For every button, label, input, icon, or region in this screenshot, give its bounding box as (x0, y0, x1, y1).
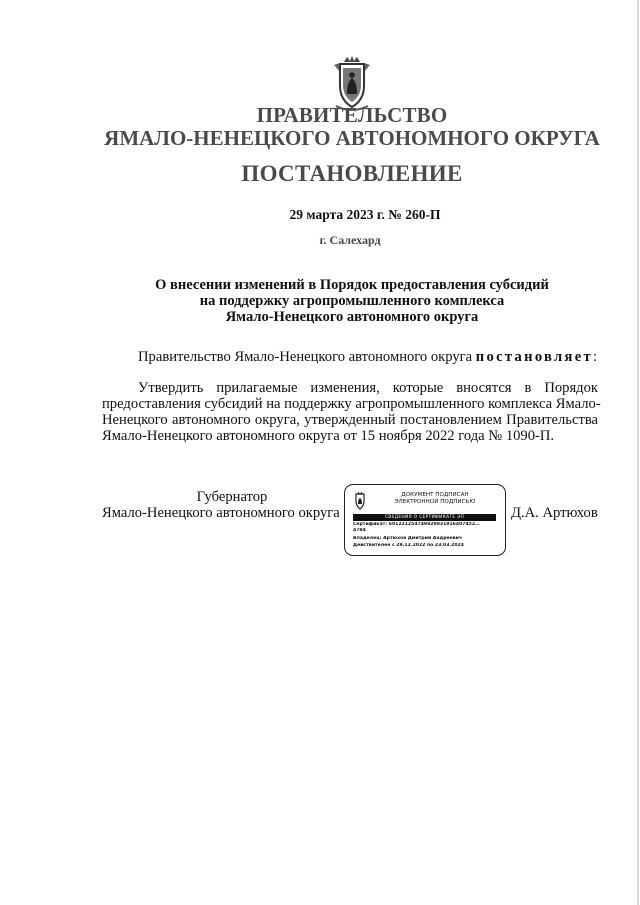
preamble-paragraph (102, 349, 598, 365)
subject-line: Ямало-Ненецкого автономного округа (225, 309, 479, 325)
stamp-title (369, 492, 501, 506)
resolution-line: Ямало-Ненецкого автономного округа от 15 ноября 2022 года № 1090-П. (102, 428, 555, 444)
government-title-line1: ПРАВИТЕЛЬСТВО (256, 103, 448, 127)
stamp-certificate-bar: СВЕДЕНИЯ О СЕРТИФИКАТЕ ЭП (353, 514, 496, 521)
preamble-text: Правительство Ямало-Ненецкого автономного округа (138, 349, 473, 365)
resolution-line: предоставления субсидий на поддержку агропромышленного комплекса Ямало- (102, 396, 601, 412)
stamp-certificate-cont: 4784 (353, 528, 366, 533)
stamp-owner: Владелец: Артюхов Дмитрий Андреевич (353, 536, 463, 541)
stamp-title-line: ЭЛЕКТРОННОЙ ПОДПИСЬЮ (394, 499, 476, 505)
resolution-paragraph (102, 380, 601, 444)
resolution-line: Ненецкого автономного округа, утвержденный постановлением Правительства (102, 412, 598, 428)
resolution-line: Утвердить прилагаемые изменения, которые вносятся в Порядок (138, 380, 598, 396)
government-title-line2: ЯМАЛО-НЕНЕЦКОГО АВТОНОМНОГО ОКРУГА (104, 126, 600, 150)
document-subject (0, 277, 640, 325)
subject-line: О внесении изменений в Порядок предоставления субсидий (155, 277, 549, 293)
coat-of-arms-small-icon (353, 492, 367, 510)
stamp-title-line: ДОКУМЕНТ ПОДПИСАН (401, 492, 469, 498)
subject-line: на поддержку агропромышленного комплекса (199, 293, 505, 309)
signatory-title: Губернатор (196, 489, 268, 505)
signatory-region: Ямало-Ненецкого автономного округа (102, 505, 340, 521)
signatory-role (102, 489, 342, 521)
stamp-certificate: Сертификат: 601221254749829831916407452… (353, 522, 480, 527)
document-city: г. Салехард (319, 233, 381, 247)
stamp-validity: Действителен с 29.12.2022 по 23.03.2024 (353, 543, 464, 548)
preamble-end: : (592, 349, 598, 365)
signatory-name: Д.А. Артюхов (511, 505, 598, 521)
preamble-verb: постановляет (475, 349, 593, 365)
document-type: ПОСТАНОВЛЕНИЕ (241, 161, 463, 186)
electronic-signature-stamp (344, 484, 506, 556)
document-date-number: 29 марта 2023 г. № 260-П (289, 207, 441, 222)
